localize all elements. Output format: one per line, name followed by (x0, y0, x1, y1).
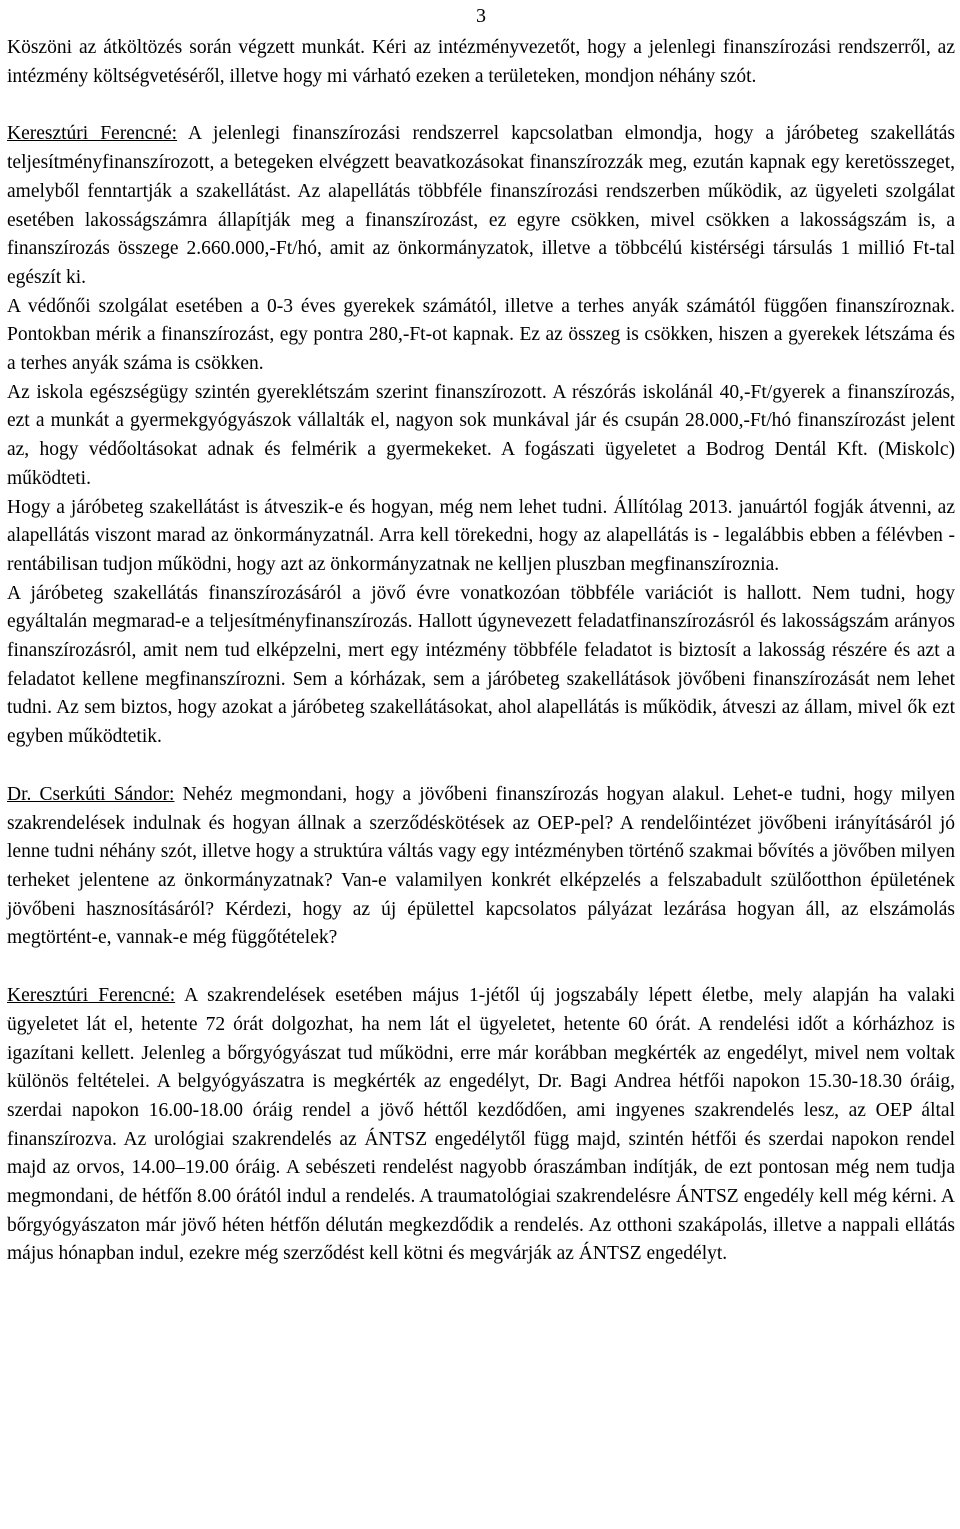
paragraph-gap (7, 953, 955, 982)
paragraph-financing-overview (7, 120, 955, 292)
paragraph-thanks (7, 34, 955, 91)
paragraph-text: A szakrendelések esetében május 1-jétől új jogszabály lépett életbe, mely alapján ha valaki ügyeletet lát el, hetente 72 órát dolgozhat, ha nem lát el ügyeletet, hetente 60 órát. A rendelési időt a kórházhoz is igazítani kellett. Jelenleg a bőrgyógyászat tud működni, erre már korábban megkérték az engedélyt, mivel nem voltak különös feltételei. A belgyógyászatra is megkérték az engedélyt, Dr. Bagi Andrea hétfői napokon 15.30-18.30 óráig, szerdai napokon 16.00-18.00 óráig rendel a jövő héttől kezdődően, ami ingyenes szakrendelés lesz, az OEP által finanszírozva. Az urológiai szakrendelés az ÁNTSZ engedélytől függ majd, szintén hétfői és szerdai napokon rendel majd az orvos, 14.00–19.00 óráig. A sebészeti rendelést nagyobb óraszámban indítják, de ezt pontosan még nem tudja megmondani, de hétfőn 8.00 órától indul a rendelés. A traumatológiai szakrendelésre ÁNTSZ engedély kell még kérni. A bőrgyógyászaton már jövő héten hétfőn délután megkezdődik a rendelés. Az otthoni szakápolás, illetve a nappali ellátás május hónapban indul, ezekre még szerződést kell kötni és megvárják az ÁNTSZ engedélyt. (7, 985, 955, 1265)
paragraph-school-health (7, 379, 955, 494)
paragraph-text: Hogy a járóbeteg szakellátást is átveszik-e és hogyan, még nem lehet tudni. Állítólag 2013. januártól fogják átvenni, az alapellátás viszont marad az önkormányzatnál. Arra kell törekedni, hogy az alapellátás is - legalábbis ebben a félévben - rentábilisan tudjon működni, hogy azt az önkormányzatnak ne kelljen pluszban megfinanszíroznia. (7, 496, 955, 575)
document-body (7, 34, 955, 1269)
paragraph-health-visitor (7, 293, 955, 379)
speaker-name: Dr. Cserkúti Sándor: (7, 783, 175, 805)
speaker-name: Keresztúri Ferencné: (7, 985, 176, 1007)
paragraph-text: A jelenlegi finanszírozási rendszerrel kapcsolatban elmondja, hogy a járóbeteg szakellátás teljesítményfinanszírozott, a betegeken elvégzett beavatkozásokat finanszírozzák meg, ezután kapnak egy keretösszeget, amelyből fenntartják a szakellátást. Az alapellátás többféle finanszírozási rendszerben működik, az ügyeleti szolgálat esetében lakosságszámra állapítják meg a finanszírozást, ez egyre csökken, mivel csökken a lakosságszám is, a finanszírozás összege 2.660.000,-Ft/hó, amit az önkormányzatok, illetve a többcélú kistérségi társulás 1 millió Ft-tal egészít ki. (7, 123, 955, 288)
paragraph-text: A járóbeteg szakellátás finanszírozásáról a jövő évre vonatkozóan többféle variációt is hallott. Nem tudni, hogy egyáltalán megmarad-e a teljesítményfinanszírozás. Hallott úgynevezett feladatfinanszírozásról és lakosságszám arányos finanszírozásról, amit nem tud elképzelni, mert egy intézmény többféle feladatot is biztosít a lakosság részére és azt a feladatot kellene megfinanszírozni. Sem a kórházak, sem a járóbeteg szakellátások jövőbeni finanszírozását nem lehet tudni. Az sem biztos, hogy azokat a járóbeteg szakellátásokat, ahol alapellátás is működik, átveszi az állam, mivel ők ezt egyben működtetik. (7, 582, 955, 748)
paragraph-cserkuti-question (7, 781, 955, 953)
paragraph-future-financing (7, 580, 955, 752)
paragraph-text: Az iskola egészségügy szintén gyereklétszám szerint finanszírozott. A részórás iskolánál 40,-Ft/gyerek a finanszírozás, ezt a munkát a gyermekgyógyászok vállalták el, nagyon sok munkával jár és csupán 28.000,-Ft/hó finanszírozást jelent az, hogy védőoltásokat adnak és felmérik a gyermekeket. A fogászati ügyeletet a Bodrog Dentál Kft. (Miskolc) működteti. (7, 381, 955, 489)
page-number: 3 (476, 5, 486, 27)
paragraph-text: A védőnői szolgálat esetében a 0-3 éves gyerekek számától, illetve a terhes anyák számától függően finanszíroznak. Pontokban mérik a finanszírozást, egy pontra 280,-Ft-ot kapnak. Ez az összeg is csökken, hiszen a gyerekek létszáma és a terhes anyák száma is csökken. (7, 295, 955, 375)
paragraph-text: Köszöni az átköltözés során végzett munkát. Kéri az intézményvezetőt, hogy a jelenlegi finanszírozási rendszerről, az intézmény költségvetéséről, illetve hogy mi várható ezeken a területeken, mondjon néhány szót. (7, 37, 955, 87)
paragraph-gap (7, 752, 955, 781)
paragraph-outpatient-takeover (7, 494, 955, 580)
paragraph-gap (7, 91, 955, 120)
speaker-name: Keresztúri Ferencné: (7, 123, 178, 145)
paragraph-specialist-clinics (7, 982, 955, 1269)
paragraph-text: Nehéz megmondani, hogy a jövőbeni finanszírozás hogyan alakul. Lehet-e tudni, hogy milyen szakrendelések indulnak és hogyan állnak a szerződéskötések az OEP-pel? A rendelőintézet jövőbeni irányításáról jó lenne tudni néhány szót, illetve hogy a struktúra váltás vagy egy intézményben történő szakmai bővítés a jövőben milyen terheket jelentene az önkormányzatnak? Van-e valamilyen konkrét elképzelés a felszabadult szülőotthon épületének jövőbeni hasznosításáról? Kérdezi, hogy az új épülettel kapcsolatos pályázat lezárása hogyan áll, az elszámolás megtörtént-e, vannak-e még függőtételek? (7, 783, 955, 949)
